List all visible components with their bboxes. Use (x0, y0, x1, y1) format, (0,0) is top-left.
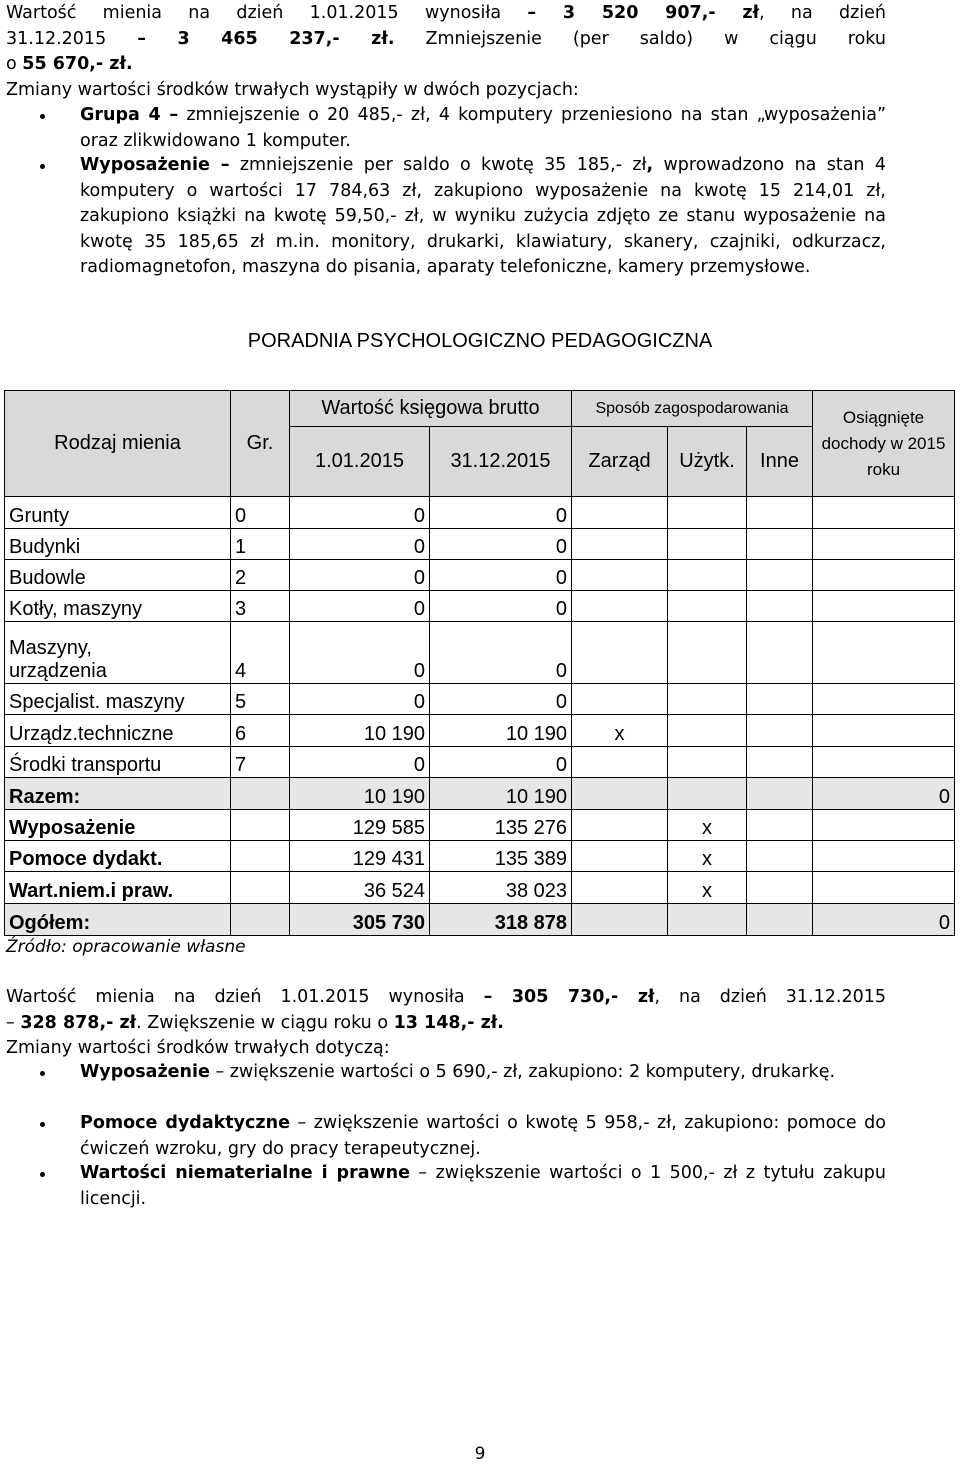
cell-uzytk (668, 684, 747, 715)
cell-value-start: 10 190 (290, 778, 430, 810)
cell-zarzad (572, 560, 668, 591)
text: – (6, 1012, 21, 1033)
header-date1: 1.01.2015 (290, 427, 430, 497)
table-row (5, 810, 955, 841)
cell-inne (747, 715, 813, 747)
bullet-title: Grupa 4 – (80, 105, 179, 125)
cell-dochody (813, 841, 955, 872)
bullet-title: Wartości niematerialne i prawne (80, 1163, 410, 1183)
cell-value-start: 10 190 (290, 715, 430, 747)
table-row (5, 560, 955, 591)
intro-line-3 (6, 52, 886, 78)
cell-value-start: 0 (290, 684, 430, 715)
bullet-title: Wyposażenie – (80, 155, 230, 175)
cell-value-end: 0 (430, 560, 572, 591)
cell-uzytk: x (668, 810, 747, 841)
bullet-text: – zwiększenie wartości o 5 690,- zł, zakupiono: 2 komputery, drukarkę. (209, 1062, 836, 1082)
cell-value-start: 0 (290, 747, 430, 778)
cell-zarzad (572, 622, 668, 684)
value-change: 13 148,- zł. (393, 1012, 504, 1033)
cell-dochody: 0 (813, 904, 955, 936)
header-sposob: Sposób zagospodarowania (572, 391, 813, 427)
table-row (5, 684, 955, 715)
intro-line-1 (6, 1, 886, 27)
cell-uzytk (668, 904, 747, 936)
intro-bullet-group4 (40, 103, 886, 154)
value-start: – 305 730,- zł (483, 987, 655, 1007)
cell-gr (231, 904, 290, 936)
cell-zarzad (572, 872, 668, 904)
cell-zarzad (572, 529, 668, 560)
cell-name: Razem: (5, 778, 231, 810)
text: Wartość mienia na dzień 1.01.2015 wynosiła (6, 987, 484, 1007)
value-change: 55 670,- zł. (22, 54, 133, 74)
table-row-total (5, 778, 955, 810)
cell-name: Grunty (5, 497, 231, 529)
table-row (5, 529, 955, 560)
cell-inne (747, 841, 813, 872)
bullet-text: – zwiększenie wartości o kwotę 5 958,- zł, zakupiono: pomoce do ćwiczeń wzroku, gry do pracy terapeutycznej. (80, 1113, 886, 1159)
cell-zarzad (572, 810, 668, 841)
cell-dochody (813, 747, 955, 778)
cell-value-start: 0 (290, 591, 430, 622)
outro-changes-line: Zmiany wartości środków trwałych dotyczą: (6, 1038, 390, 1058)
cell-uzytk: x (668, 872, 747, 904)
bullet-text: – zwiększenie wartości o 1 500,- zł z tytułu zakupu licencji. (80, 1163, 886, 1209)
cell-uzytk (668, 529, 747, 560)
cell-name: Kotły, maszyny (5, 591, 231, 622)
cell-value-end: 10 190 (430, 778, 572, 810)
cell-name: Budynki (5, 529, 231, 560)
cell-value-end: 318 878 (430, 904, 572, 936)
cell-uzytk (668, 778, 747, 810)
intro-line-2 (6, 27, 886, 53)
cell-zarzad (572, 778, 668, 810)
bullet-text: zmniejszenie o 20 485,- zł, 4 komputery przeniesiono na stan „wyposażenia” oraz zlikwidowano 1 komputer. (80, 105, 887, 151)
cell-inne (747, 778, 813, 810)
table-row-grand-total (5, 904, 955, 936)
header-zarzad: Zarząd (572, 427, 668, 497)
header-uzytk: Użytk. (668, 427, 747, 497)
cell-name: Wart.niem.i praw. (5, 872, 231, 904)
cell-value-start: 0 (290, 560, 430, 591)
intro-bullet-wyposazenie (40, 153, 886, 281)
table-row (5, 872, 955, 904)
value-start: – 3 520 907,- zł (527, 3, 760, 23)
header-gr: Gr. (231, 391, 290, 497)
text: o (6, 54, 23, 74)
cell-zarzad (572, 684, 668, 715)
bullet-title: Pomoce dydaktyczne (80, 1113, 290, 1133)
assets-table (4, 390, 955, 936)
cell-inne (747, 872, 813, 904)
header-rodzaj: Rodzaj mienia (5, 391, 231, 497)
cell-uzytk (668, 497, 747, 529)
cell-gr: 1 (231, 529, 290, 560)
cell-inne (747, 904, 813, 936)
cell-zarzad (572, 747, 668, 778)
value-end: – 3 465 237,- zł. (137, 28, 395, 49)
header-date2: 31.12.2015 (430, 427, 572, 497)
cell-dochody (813, 684, 955, 715)
outro-bullet-pomoce (40, 1111, 886, 1162)
source-note: Źródło: opracowanie własne (6, 937, 246, 957)
cell-dochody (813, 872, 955, 904)
bullet-icon (40, 1122, 45, 1127)
outro-paragraph (6, 985, 886, 1062)
cell-uzytk: x (668, 841, 747, 872)
cell-value-end: 0 (430, 591, 572, 622)
cell-dochody (813, 591, 955, 622)
cell-gr (231, 778, 290, 810)
cell-dochody (813, 560, 955, 591)
cell-value-end: 135 276 (430, 810, 572, 841)
cell-uzytk (668, 747, 747, 778)
cell-value-start: 36 524 (290, 872, 430, 904)
bullet-comma: , (646, 155, 654, 175)
cell-gr (231, 872, 290, 904)
cell-inne (747, 529, 813, 560)
table-row (5, 715, 955, 747)
text: Zmniejszenie (per saldo) w ciągu roku (394, 28, 886, 49)
cell-gr: 6 (231, 715, 290, 747)
cell-gr (231, 810, 290, 841)
cell-value-end: 0 (430, 529, 572, 560)
text: 31.12.2015 (6, 28, 138, 49)
cell-name-line: urządzenia (9, 660, 107, 682)
text: Wartość mienia na dzień 1.01.2015 wynosiła (6, 3, 528, 23)
cell-gr: 5 (231, 684, 290, 715)
intro-paragraph (6, 1, 886, 103)
cell-dochody (813, 715, 955, 747)
cell-value-start: 0 (290, 529, 430, 560)
cell-value-start: 0 (290, 497, 430, 529)
cell-value-end: 38 023 (430, 872, 572, 904)
cell-inne (747, 497, 813, 529)
bullet-text: zmniejszenie per saldo o kwotę 35 185,- zł (229, 155, 647, 175)
cell-value-start: 305 730 (290, 904, 430, 936)
cell-gr: 7 (231, 747, 290, 778)
table-row (5, 622, 955, 684)
cell-dochody (813, 810, 955, 841)
header-dochody: Osiągnięte dochody w 2015 roku (813, 391, 955, 497)
bullet-icon (40, 114, 45, 119)
table-row (5, 747, 955, 778)
cell-value-start: 129 585 (290, 810, 430, 841)
cell-value-start: 0 (290, 622, 430, 684)
header-wartosc: Wartość księgowa brutto (290, 391, 572, 427)
bullet-title: Wyposażenie (80, 1062, 210, 1082)
bullet-icon (40, 164, 45, 169)
cell-zarzad (572, 904, 668, 936)
cell-name: Wyposażenie (5, 810, 231, 841)
section-title: PORADNIA PSYCHOLOGICZNO PEDAGOGICZNA (247, 330, 713, 352)
cell-inne (747, 747, 813, 778)
cell-gr: 2 (231, 560, 290, 591)
cell-zarzad (572, 591, 668, 622)
cell-zarzad (572, 497, 668, 529)
cell-gr: 4 (231, 622, 290, 684)
header-inne: Inne (747, 427, 813, 497)
table-header-row (5, 391, 955, 427)
outro-line-2 (6, 1011, 886, 1037)
bullet-icon (40, 1071, 45, 1076)
cell-dochody: 0 (813, 778, 955, 810)
cell-name: Ogółem: (5, 904, 231, 936)
cell-uzytk (668, 715, 747, 747)
cell-name: Specjalist. maszyny (5, 684, 231, 715)
cell-value-end: 10 190 (430, 715, 572, 747)
outro-line-1 (6, 985, 886, 1011)
cell-zarzad: x (572, 715, 668, 747)
cell-name: Pomoce dydakt. (5, 841, 231, 872)
cell-name: Urządz.techniczne (5, 715, 231, 747)
cell-uzytk (668, 622, 747, 684)
intro-changes-line: Zmiany wartości środków trwałych wystąpiły w dwóch pozycjach: (6, 79, 579, 100)
cell-inne (747, 684, 813, 715)
cell-dochody (813, 622, 955, 684)
cell-inne (747, 622, 813, 684)
cell-value-end: 0 (430, 497, 572, 529)
text: , na dzień 31.12.2015 (654, 987, 886, 1007)
cell-name-line: Maszyny, (9, 637, 92, 659)
cell-name (5, 622, 231, 684)
table-row (5, 841, 955, 872)
table-row (5, 591, 955, 622)
cell-name: Środki transportu (5, 747, 231, 778)
text: . Zwiększenie w ciągu roku o (136, 1012, 394, 1033)
cell-value-start: 129 431 (290, 841, 430, 872)
text: , na dzień (759, 3, 886, 23)
page-number: 9 (474, 1444, 486, 1464)
cell-inne (747, 560, 813, 591)
cell-value-end: 135 389 (430, 841, 572, 872)
cell-value-end: 0 (430, 747, 572, 778)
cell-dochody (813, 529, 955, 560)
cell-zarzad (572, 841, 668, 872)
outro-bullet-wartosci (40, 1161, 886, 1212)
value-end: 328 878,- zł (20, 1012, 137, 1033)
cell-uzytk (668, 591, 747, 622)
cell-gr (231, 841, 290, 872)
cell-dochody (813, 497, 955, 529)
cell-gr: 0 (231, 497, 290, 529)
cell-value-end: 0 (430, 684, 572, 715)
bullet-icon (40, 1172, 45, 1177)
cell-name: Budowle (5, 560, 231, 591)
outro-bullet-wyposazenie (40, 1060, 886, 1086)
cell-value-end: 0 (430, 622, 572, 684)
cell-inne (747, 810, 813, 841)
cell-gr: 3 (231, 591, 290, 622)
cell-inne (747, 591, 813, 622)
bullet-text: wprowadzono na stan 4 komputery o wartości 17 784,63 zł, zakupiono wyposażenie na kwotę 15 214,01 zł, zakupiono książki na kwotę 59,50,- zł, w wyniku zużycia zdjęto ze stanu wyposażenie na kwotę 35 185,65 zł m.in. monitory, drukarki, klawiatury, skanery, czajniki, odkurzacz, radiomagnetofon, maszyna do pisania, aparaty telefoniczne, kamery przemysłowe. (80, 155, 886, 277)
table-row (5, 497, 955, 529)
cell-uzytk (668, 560, 747, 591)
